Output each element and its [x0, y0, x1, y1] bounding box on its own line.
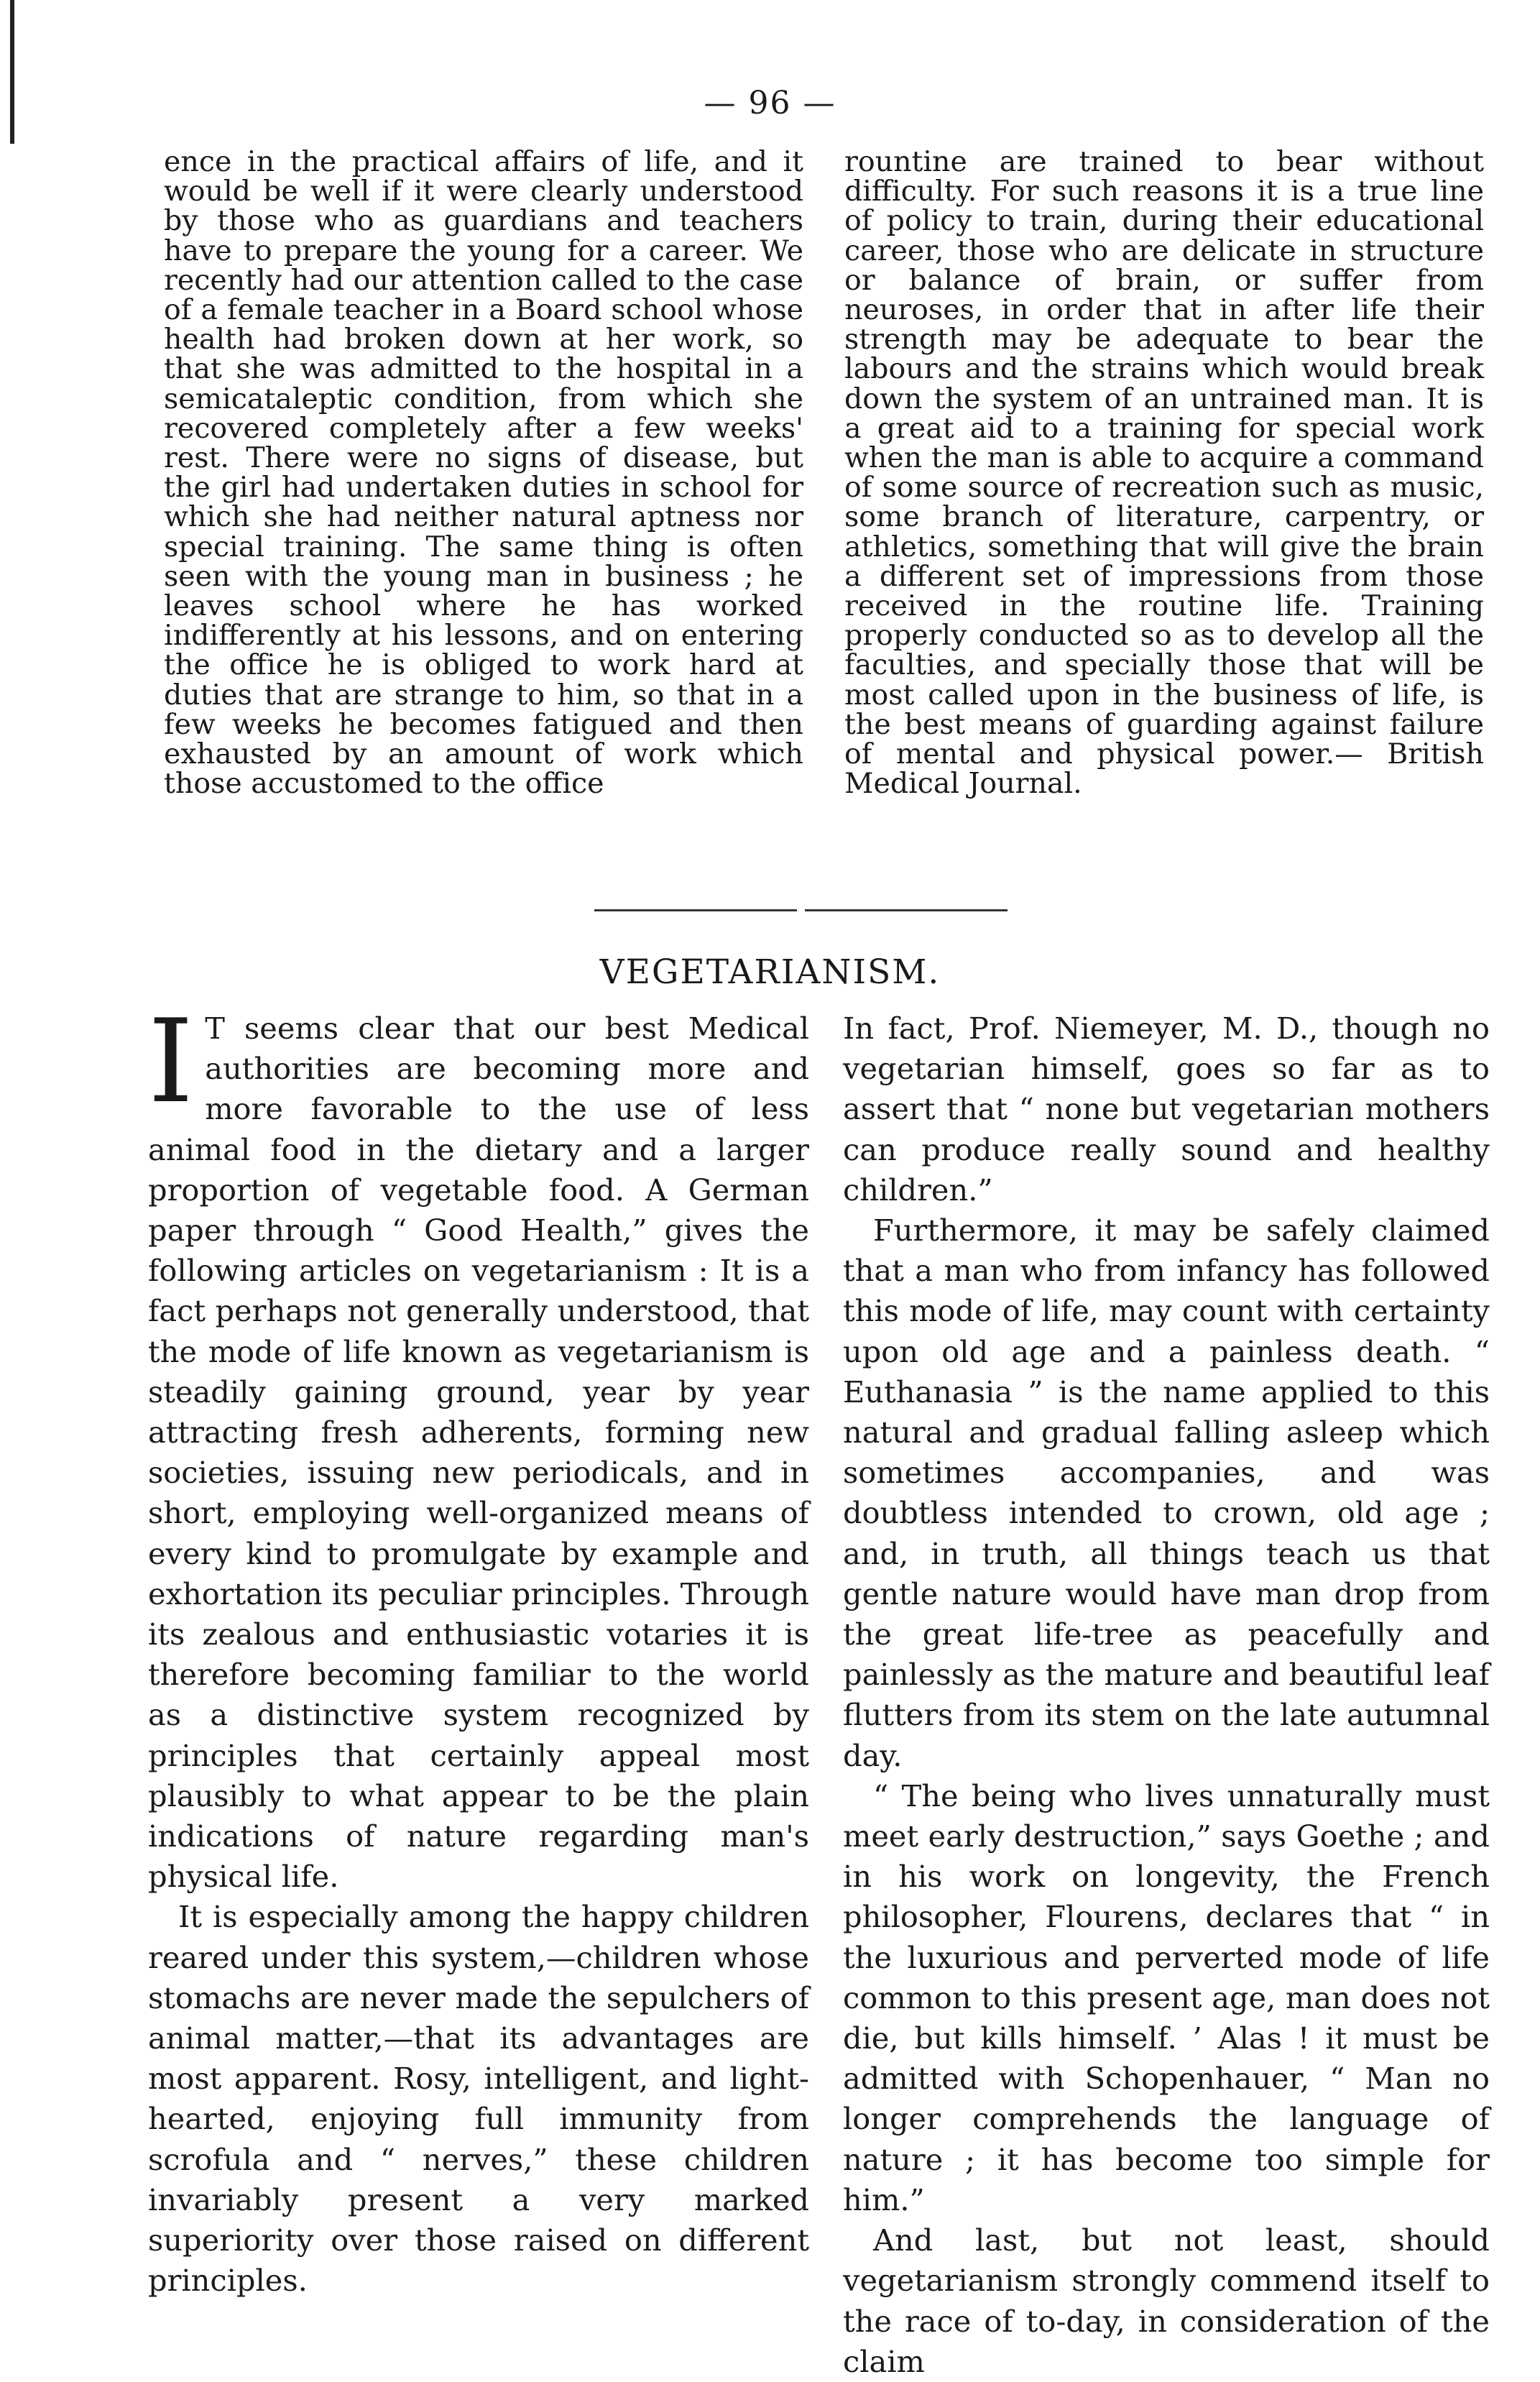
article-paragraph: “ The being who lives unnaturally must meet early destruction,” says Goethe ; and in his work on longevity, the French philosopher, Flourens, declares that “ in the luxurious and perverted mode of life common to this present age, man does not die, but kills himself. ’ Alas ! it must be admitted with Schopenhauer, “ Man no longer comprehends the language of nature ; it has become too simple for him.” [843, 1778, 1490, 2217]
article-paragraph [148, 994, 809, 1897]
article-paragraph: It is especially among the happy children reared under this system,—children whose stomachs are never made the sepulchers of animal matter,—that its advantages are most apparent. Rosy, intelligent, and light-hearted, enjoying full immunity from scrofula and “ nerves,” these children invariably present a very marked superiority over those raised on different principles. [148, 1899, 809, 2299]
article-paragraph-text: T seems clear that our best Medical authorities are becoming more and more favorable to the use of less animal food in the dietary and a larger proportion of vegetable food. A German paper through “ Good Health,” gives the following articles on vegetarianism : It is a fact perhaps not generally understood, that the mode of life known as vegetarianism is steadily gaining ground, year by year attracting fresh adherents, forming new societies, issuing new periodicals, and in short, employing well-organized means of every kind to promulgate by example and exhortation its peculiar principles. Through its zealous and enthusiastic votaries it is therefore becoming familiar to the world as a distinctive system recognized by principles that certainly appeal most plausibly to what appear to be the plain indications of nature regarding man's physical life. [148, 1011, 809, 1895]
article-paragraph: Furthermore, it may be safely claimed that a man who from infancy has followed this mode of life, may count with certainty upon old age and a painless death. “ Euthanasia ” is the name applied to this natural and gradual falling asleep which sometimes accompanies, and was doubtless intended to crown, old age ; and, in truth, all things teach us that gentle nature would have man drop from the great life-tree as peacefully and painlessly as the mature and beautiful leaf flutters from its stem on the late autumnal day. [843, 1213, 1490, 1773]
previous-article-column-right [844, 147, 1484, 799]
article-column-right [843, 1008, 1490, 2382]
previous-article-column-left [164, 147, 803, 799]
section-divider-left [594, 909, 797, 911]
article-paragraph: In fact, Prof. Niemeyer, M. D., though no vegetarian himself, goes so far as to assert that “ none but vegetarian mothers can produce really sound and healthy children.” [843, 1011, 1490, 1208]
previous-article-text-left: ence in the practical affairs of life, and it would be well if it were clearly understood by those who as guardians and teachers have to prepare the young for a career. We recently had our attention called to the case of a female teacher in a Board school whose health had broken down at her work, so that she was admitted to the hospital in a semicataleptic condition, from which she recovered completely after a few weeks' rest. There were no signs of disease, but the girl had undertaken duties in school for which she had neither natural aptness nor special training. The same thing is often seen with the young man in business ; he leaves school where he has worked indifferently at his lessons, and on entering the office he is obliged to work hard at duties that are strange to him, so that in a few weeks he becomes fatigued and then exhausted by an amount of work which those accustomed to the office [164, 145, 803, 801]
article-title: VEGETARIANISM. [599, 952, 941, 992]
article-column-left [148, 994, 809, 2301]
margin-rule [10, 0, 14, 144]
previous-article-text-right: rountine are trained to bear without difficulty. For such reasons it is a true line of policy to train, during their educational career, those who are delicate in structure or balance of brain, or suffer from neuroses, in order that in after life their strength may be adequate to bear the labours and the strains which would break down the system of an untrained man. It is a great aid to a training for special work when the man is able to acquire a command of some source of recreation such as music, some branch of literature, carpentry, or athletics, something that will give the brain a different set of impressions from those received in the routine life. Training properly conducted so as to develop all the faculties, and specially those that will be most called upon in the business of life, is the best means of guarding against failure of mental and physical power.— British Medical Journal. [844, 145, 1484, 801]
article-paragraph: And last, but not least, should vegetarianism strongly commend itself to the race of to-day, in consideration of the claim [843, 2222, 1490, 2379]
drop-cap: I [148, 994, 194, 1128]
page-number: — 96 — [704, 85, 836, 121]
section-divider-right [805, 909, 1008, 911]
